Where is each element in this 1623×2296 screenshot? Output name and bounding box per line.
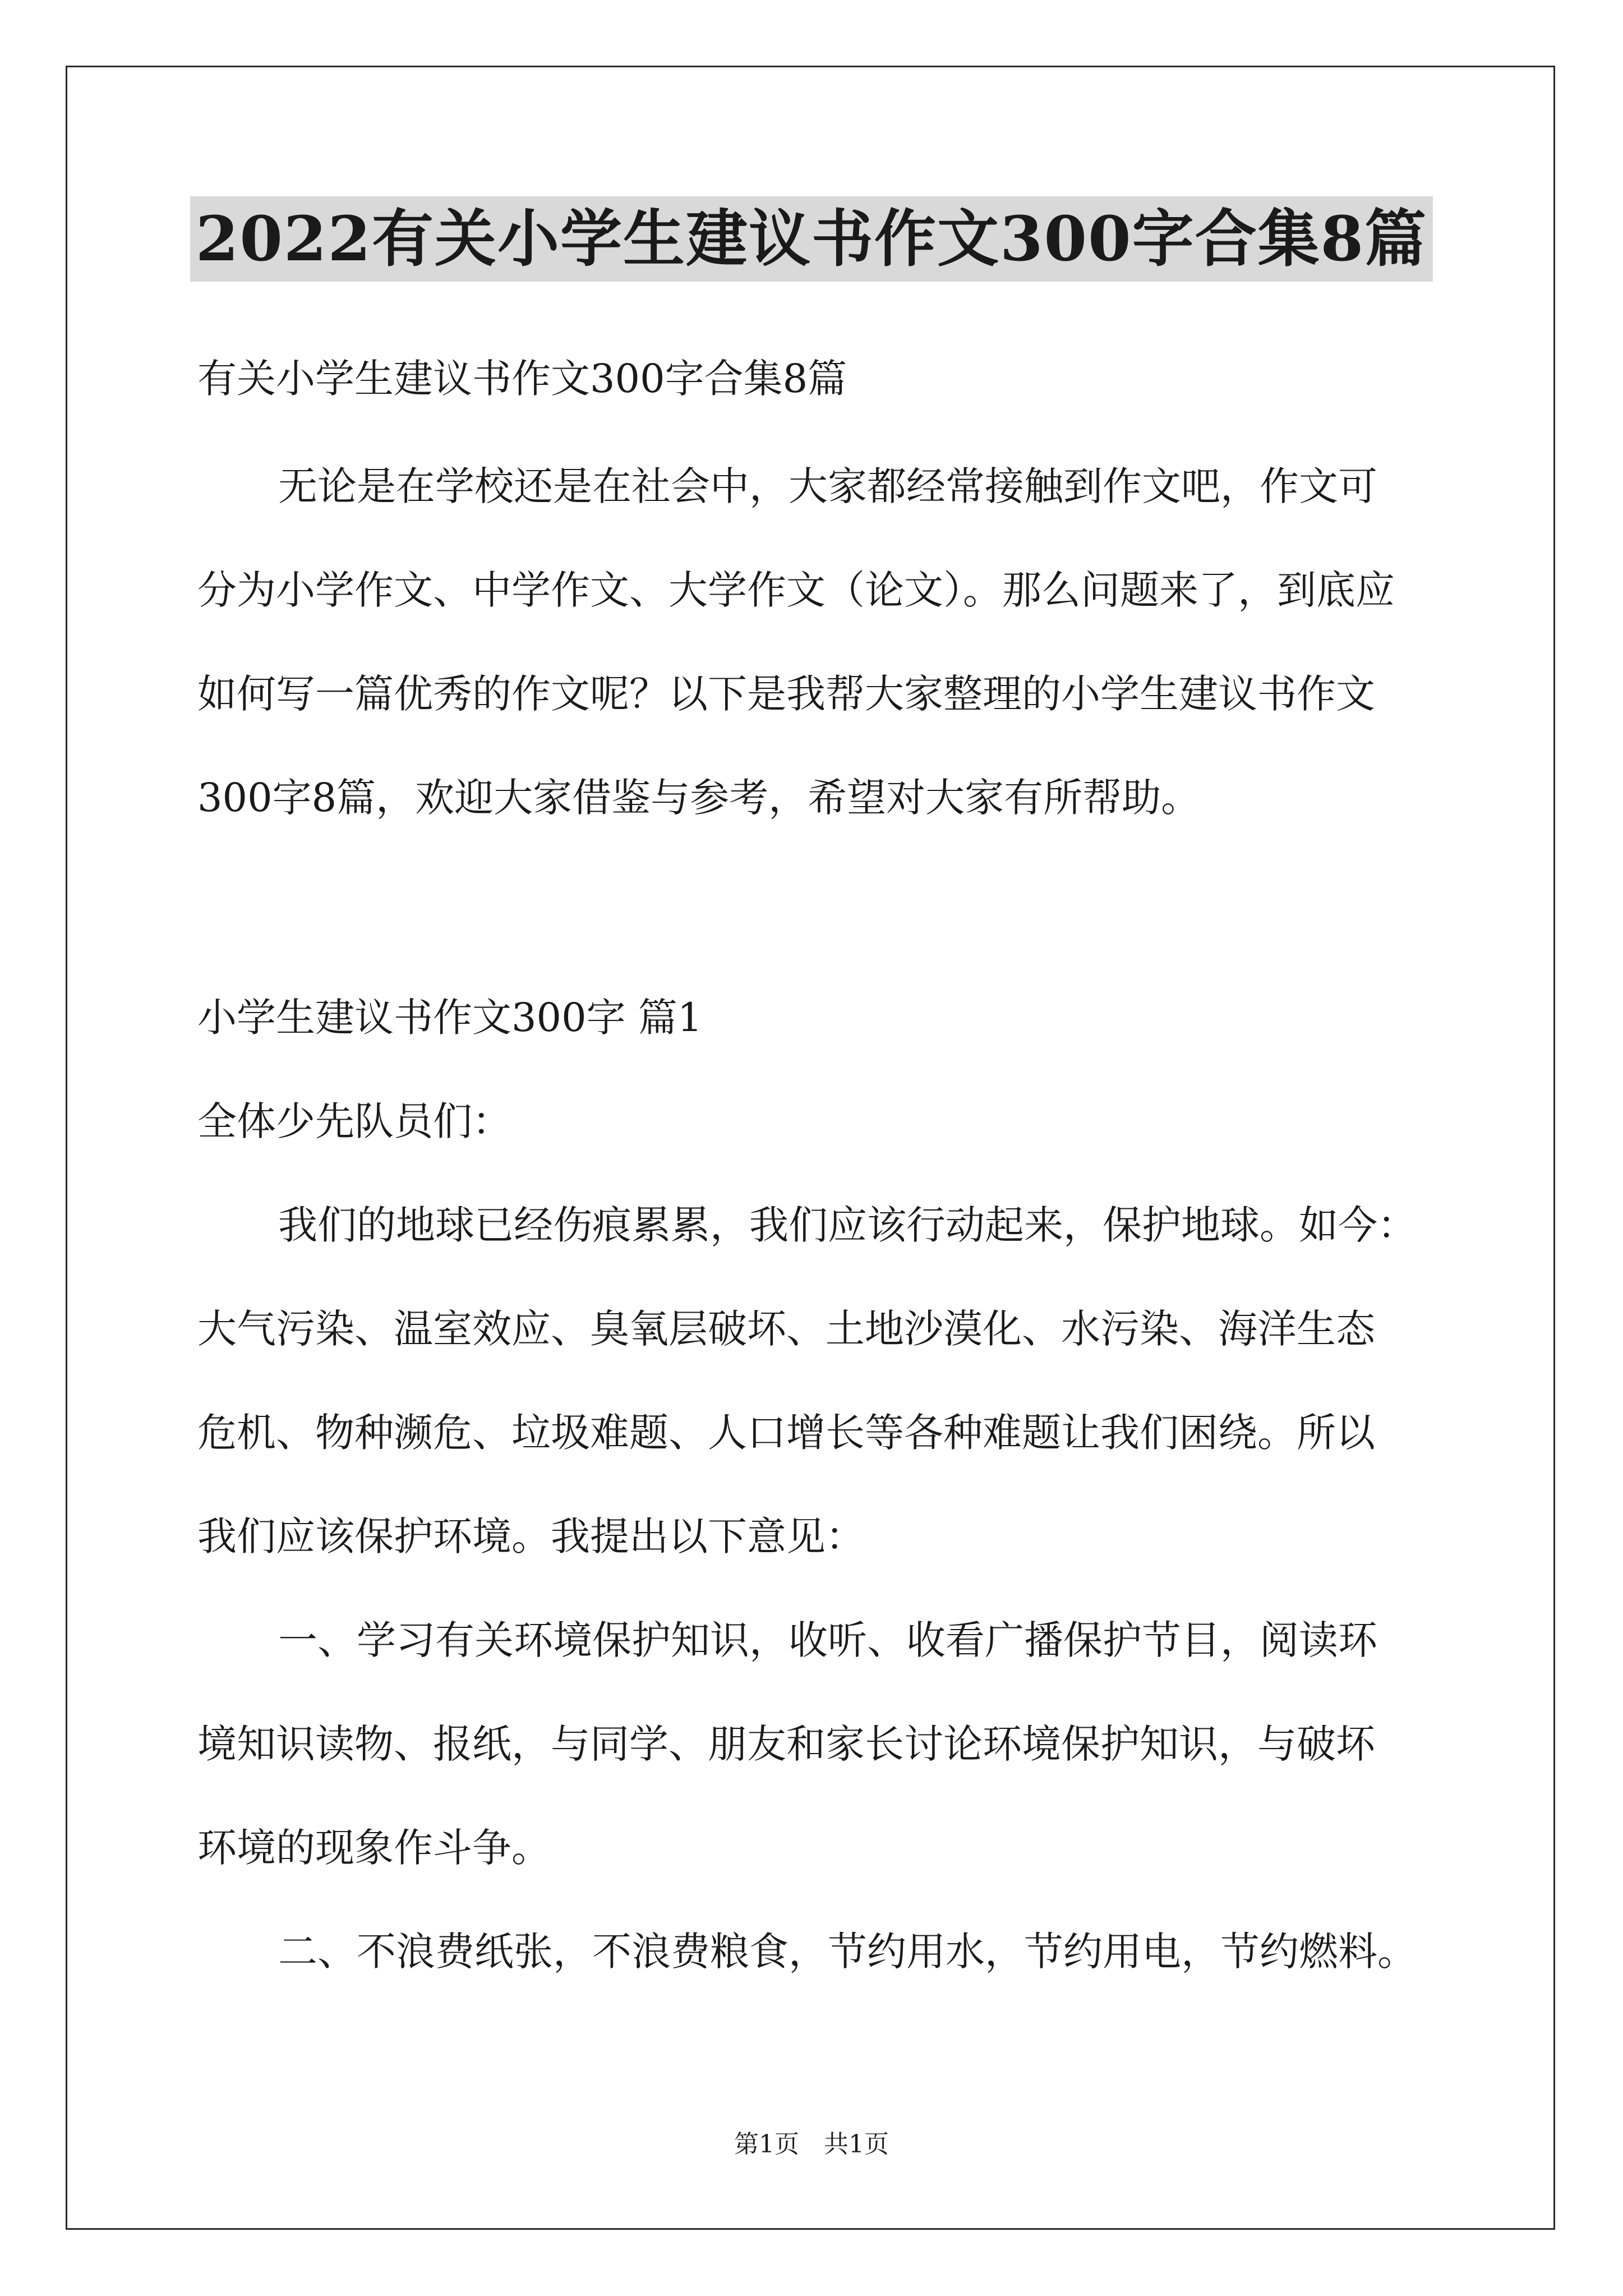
body-line: 我们的地球已经伤痕累累，我们应该行动起来，保护地球。如今： [278,1202,1417,1248]
body-line: 我们应该保护环境。我提出以下意见： [197,1513,865,1559]
title-container [0,196,1623,282]
salutation: 全体少先队员们： [197,1098,511,1144]
subtitle: 有关小学生建议书作文300字合集8篇 [197,356,847,402]
body-line: 二、不浪费纸张，不浪费粮食，节约用水，节约用电，节约燃料。 [278,1929,1417,1975]
section-heading: 小学生建议书作文300字 篇1 [197,995,703,1041]
body-line: 一、学习有关环境保护知识，收听、收看广播保护节目，阅读环 [278,1617,1377,1663]
intro-line: 如何写一篇优秀的作文呢？以下是我帮大家整理的小学生建议书作文 [197,671,1375,717]
body-line: 危机、物种濒危、垃圾难题、人口增长等各种难题让我们困绕。所以 [197,1410,1375,1456]
document-title: 2022有关小学生建议书作文300字合集8篇 [190,196,1433,282]
body-line: 大气污染、温室效应、臭氧层破坏、土地沙漠化、水污染、海洋生态 [197,1306,1375,1352]
page-footer: 第1页 共1页 [734,2130,889,2159]
body-line: 环境的现象作斗争。 [197,1825,551,1871]
intro-line: 无论是在学校还是在社会中，大家都经常接触到作文吧，作文可 [278,463,1377,509]
body-line: 境知识读物、报纸，与同学、朋友和家长讨论环境保护知识，与破坏 [197,1721,1375,1767]
intro-line: 分为小学作文、中学作文、大学作文（论文）。那么问题来了，到底应 [197,567,1395,613]
intro-line: 300字8篇，欢迎大家借鉴与参考，希望对大家有所帮助。 [197,775,1201,821]
